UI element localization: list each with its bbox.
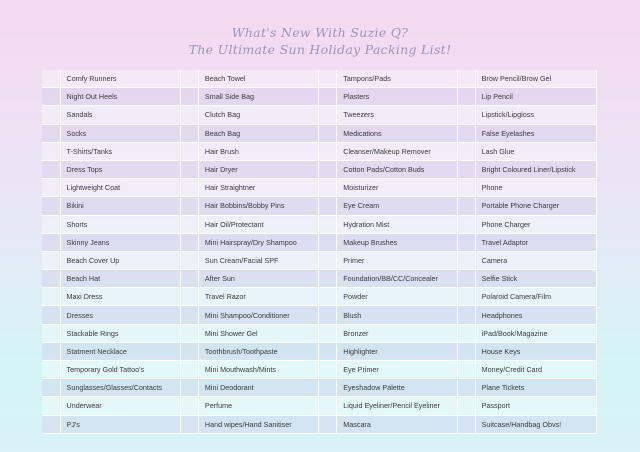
list-item: Mini Shower Gel	[198, 324, 318, 342]
list-item: Eye Cream	[337, 197, 457, 215]
list-item: Suitcase/Handbag Obvs!	[475, 415, 596, 433]
checkbox-cell	[180, 215, 198, 233]
list-item: Blush	[337, 306, 457, 324]
checkbox-cell	[457, 288, 475, 306]
list-item: Sun Cream/Facial SPF	[198, 251, 318, 269]
checkbox-cell	[180, 197, 198, 215]
checkbox-cell	[180, 70, 198, 88]
list-item: Travel Adaptor	[475, 233, 596, 251]
list-item: Hydration Mist	[337, 215, 457, 233]
list-item: Hair Dryer	[198, 160, 318, 178]
list-item: Moisturizer	[337, 179, 457, 197]
checkbox-cell	[42, 251, 60, 269]
list-item: Hand wipes/Hand Sanitiser	[198, 415, 318, 433]
table-row	[42, 70, 597, 88]
list-item: Sandals	[60, 106, 180, 124]
list-item: Phone Charger	[475, 215, 596, 233]
checkbox-cell	[42, 70, 60, 88]
list-item: Tampons/Pads	[337, 70, 457, 88]
list-item: Cleanser/Makeup Remover	[337, 142, 457, 160]
list-item: Mini Deodorant	[198, 379, 318, 397]
checkbox-cell	[457, 106, 475, 124]
checkbox-cell	[42, 324, 60, 342]
checkbox-cell	[42, 288, 60, 306]
checkbox-cell	[180, 106, 198, 124]
checkbox-cell	[180, 160, 198, 178]
checkbox-cell	[42, 415, 60, 433]
checkbox-cell	[319, 88, 337, 106]
list-item: Tweezers	[337, 106, 457, 124]
list-item: Eyeshadow Palette	[337, 379, 457, 397]
list-item: Polaroid Camera/Film	[475, 288, 596, 306]
list-item: Beach Towel	[198, 70, 318, 88]
checkbox-cell	[319, 306, 337, 324]
checkbox-cell	[319, 106, 337, 124]
checkbox-cell	[457, 88, 475, 106]
list-item: Maxi Dress	[60, 288, 180, 306]
list-item: Beach Cover Up	[60, 251, 180, 269]
checkbox-cell	[42, 397, 60, 415]
table-row	[42, 270, 597, 288]
checkbox-cell	[457, 160, 475, 178]
list-item: Skinny Jeans	[60, 233, 180, 251]
list-item: Plane Tickets	[475, 379, 596, 397]
list-item: Powder	[337, 288, 457, 306]
checkbox-cell	[457, 342, 475, 360]
list-item: Bright Coloured Liner/Lipstick	[475, 160, 596, 178]
checkbox-cell	[180, 179, 198, 197]
checkbox-cell	[457, 251, 475, 269]
list-item: Mini Shampoo/Conditioner	[198, 306, 318, 324]
list-item: Dress Tops	[60, 160, 180, 178]
list-item: Highlighter	[337, 342, 457, 360]
table-row	[42, 179, 597, 197]
list-item: Brow Pencil/Brow Gel	[475, 70, 596, 88]
list-item: Bikini	[60, 197, 180, 215]
list-item: Hair Bobbins/Bobby Pins	[198, 197, 318, 215]
list-item: Phone	[475, 179, 596, 197]
list-item: Passport	[475, 397, 596, 415]
checkbox-cell	[42, 233, 60, 251]
checkbox-cell	[319, 233, 337, 251]
checkbox-cell	[457, 270, 475, 288]
checkbox-cell	[42, 197, 60, 215]
list-item: Lip Pencil	[475, 88, 596, 106]
list-item: Travel Razor	[198, 288, 318, 306]
checkbox-cell	[42, 160, 60, 178]
checkbox-cell	[180, 379, 198, 397]
checkbox-cell	[319, 270, 337, 288]
list-item: Sunglasses/Glasses/Contacts	[60, 379, 180, 397]
list-item: Selfie Stick	[475, 270, 596, 288]
checkbox-cell	[319, 160, 337, 178]
list-item: House Keys	[475, 342, 596, 360]
checkbox-cell	[42, 179, 60, 197]
checkbox-cell	[180, 361, 198, 379]
list-item: Hair Oil/Protectant	[198, 215, 318, 233]
table-row	[42, 233, 597, 251]
checkbox-cell	[319, 251, 337, 269]
list-item: Shorts	[60, 215, 180, 233]
list-item: Lash Glue	[475, 142, 596, 160]
checkbox-cell	[457, 197, 475, 215]
checkbox-cell	[457, 233, 475, 251]
list-item: False Eyelashes	[475, 124, 596, 142]
list-item: Underwear	[60, 397, 180, 415]
table-row	[42, 342, 597, 360]
checkbox-cell	[42, 88, 60, 106]
list-item: Liquid Eyeliner/Pencil Eyeliner	[337, 397, 457, 415]
checkbox-cell	[180, 233, 198, 251]
list-item: Lipstick/Lipgloss	[475, 106, 596, 124]
page-title-line-1: What's New With Suzie Q?	[231, 25, 409, 40]
checkbox-cell	[180, 142, 198, 160]
checkbox-cell	[180, 270, 198, 288]
checkbox-cell	[319, 342, 337, 360]
checkbox-cell	[180, 288, 198, 306]
checkbox-cell	[319, 379, 337, 397]
list-item: Mascara	[337, 415, 457, 433]
list-item: Camera	[475, 251, 596, 269]
checkbox-cell	[180, 306, 198, 324]
list-item: Dresses	[60, 306, 180, 324]
checkbox-cell	[319, 197, 337, 215]
list-item: Comfy Runners	[60, 70, 180, 88]
list-item: Portable Phone Charger	[475, 197, 596, 215]
checkbox-cell	[42, 342, 60, 360]
list-item: Hair Brush	[198, 142, 318, 160]
checkbox-cell	[319, 124, 337, 142]
checkbox-cell	[42, 215, 60, 233]
list-item: Statment Necklace	[60, 342, 180, 360]
table-row	[42, 324, 597, 342]
list-item: Eye Primer	[337, 361, 457, 379]
checkbox-cell	[457, 306, 475, 324]
checkbox-cell	[457, 397, 475, 415]
checkbox-cell	[180, 415, 198, 433]
checkbox-cell	[180, 251, 198, 269]
checkbox-cell	[180, 124, 198, 142]
checkbox-cell	[180, 88, 198, 106]
packing-list-table	[42, 70, 597, 434]
checkbox-cell	[319, 324, 337, 342]
checkbox-cell	[319, 361, 337, 379]
checkbox-cell	[457, 142, 475, 160]
checkbox-cell	[457, 70, 475, 88]
list-item: Headphones	[475, 306, 596, 324]
list-item: Night Out Heels	[60, 88, 180, 106]
list-item: iPad/Book/Magazine	[475, 324, 596, 342]
checkbox-cell	[319, 288, 337, 306]
list-item: Cotton Pads/Cotton Buds	[337, 160, 457, 178]
table-row	[42, 124, 597, 142]
checkbox-cell	[42, 379, 60, 397]
checkbox-cell	[319, 70, 337, 88]
checkbox-cell	[180, 342, 198, 360]
list-item: Foundation/BB/CC/Concealer	[337, 270, 457, 288]
list-item: Makeup Brushes	[337, 233, 457, 251]
list-item: Plasters	[337, 88, 457, 106]
list-item: After Sun	[198, 270, 318, 288]
list-item: T-Shirts/Tanks	[60, 142, 180, 160]
page-title-line-2: The Ultimate Sun Holiday Packing List!	[188, 42, 452, 57]
list-item: Toothbrush/Toothpaste	[198, 342, 318, 360]
table-row	[42, 160, 597, 178]
table-row	[42, 197, 597, 215]
table-row	[42, 251, 597, 269]
list-item: Temporary Gold Tattoo's	[60, 361, 180, 379]
list-item: Mini Hairspray/Dry Shampoo	[198, 233, 318, 251]
table-row	[42, 415, 597, 433]
checkbox-cell	[180, 324, 198, 342]
list-item: Bronzer	[337, 324, 457, 342]
checkbox-cell	[180, 397, 198, 415]
checkbox-cell	[319, 415, 337, 433]
list-item: Money/Credit Card	[475, 361, 596, 379]
list-item: Beach Hat	[60, 270, 180, 288]
list-item: Mini Mouthwash/Mints	[198, 361, 318, 379]
checkbox-cell	[457, 361, 475, 379]
list-item: Hair Straightner	[198, 179, 318, 197]
list-item: Small Side Bag	[198, 88, 318, 106]
checkbox-cell	[457, 179, 475, 197]
checkbox-cell	[457, 124, 475, 142]
checkbox-cell	[319, 397, 337, 415]
list-item: Lightweight Coat	[60, 179, 180, 197]
table-row	[42, 397, 597, 415]
checkbox-cell	[457, 215, 475, 233]
table-row	[42, 88, 597, 106]
list-item: Stackable Rings	[60, 324, 180, 342]
list-item: Perfume	[198, 397, 318, 415]
table-row	[42, 306, 597, 324]
checkbox-cell	[42, 106, 60, 124]
list-item: Socks	[60, 124, 180, 142]
table-row	[42, 379, 597, 397]
list-item: Medications	[337, 124, 457, 142]
checkbox-cell	[42, 361, 60, 379]
list-item: PJ's	[60, 415, 180, 433]
checkbox-cell	[42, 270, 60, 288]
list-item: Clutch Bag	[198, 106, 318, 124]
checkbox-cell	[319, 179, 337, 197]
checkbox-cell	[319, 215, 337, 233]
checkbox-cell	[457, 415, 475, 433]
table-row	[42, 288, 597, 306]
checkbox-cell	[319, 142, 337, 160]
table-row	[42, 361, 597, 379]
table-row	[42, 106, 597, 124]
table-row	[42, 215, 597, 233]
checkbox-cell	[42, 142, 60, 160]
checkbox-cell	[42, 124, 60, 142]
checkbox-cell	[42, 306, 60, 324]
checkbox-cell	[457, 379, 475, 397]
list-item: Beach Bag	[198, 124, 318, 142]
list-item: Primer	[337, 251, 457, 269]
table-row	[42, 142, 597, 160]
checkbox-cell	[457, 324, 475, 342]
